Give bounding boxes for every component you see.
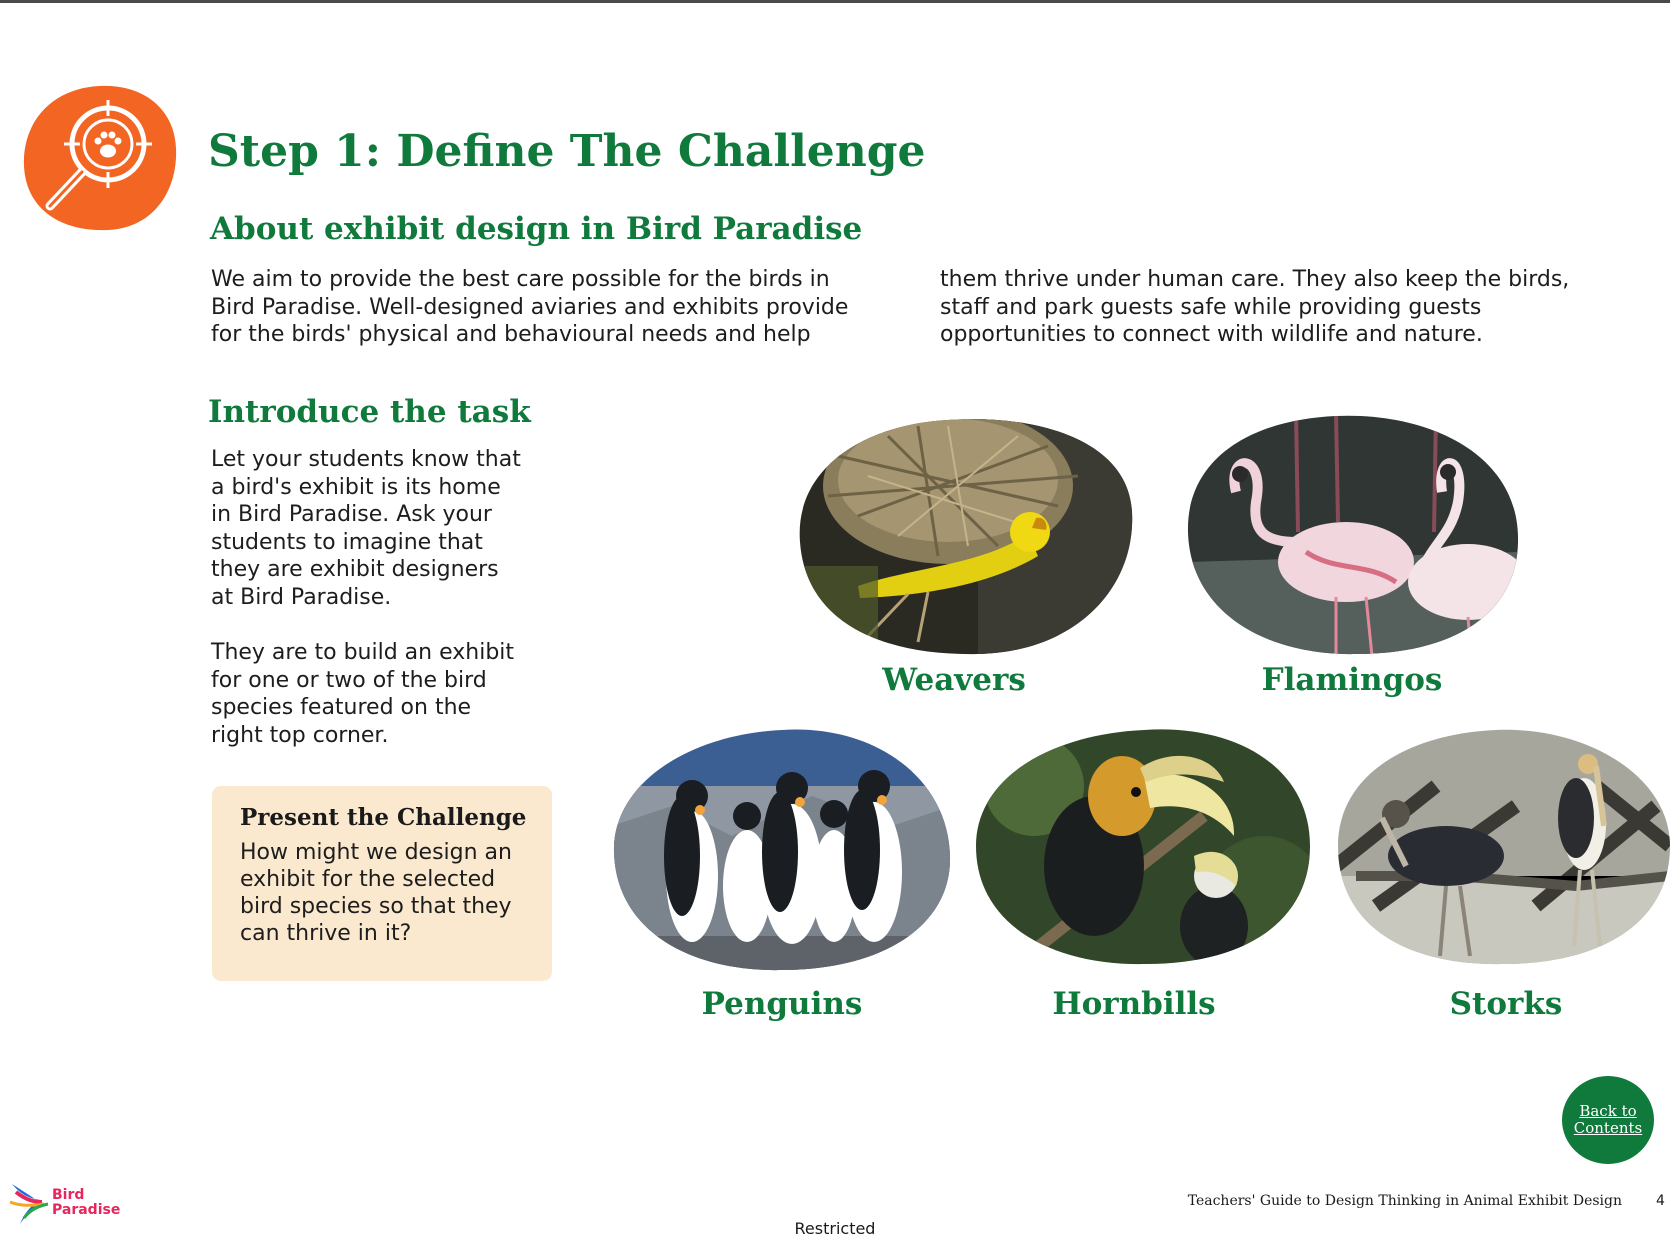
task-paragraph-2: They are to build an exhibit for one or two of the bird species featured on the right top corner.: [211, 640, 515, 748]
about-text-col2: them thrive under human care. They also keep the birds, staff and park guests safe while providing guests opportunities to connect with wildlife and nature.: [940, 267, 1570, 347]
stork-photo: [1336, 726, 1670, 966]
about-heading: About exhibit design in Bird Paradise: [210, 211, 863, 247]
challenge-body: How might we design an exhibit for the selected bird species so that they can thrive in it?: [240, 840, 512, 946]
challenge-callout: [212, 786, 552, 981]
guide-title: Teachers' Guide to Design Thinking in Animal Exhibit Design: [1187, 1193, 1622, 1209]
logo-wordmark: Bird Paradise: [52, 1187, 121, 1218]
challenge-title: Present the Challenge: [240, 804, 527, 831]
penguins-label: Penguins: [701, 986, 863, 1022]
flamingos-label: Flamingos: [1261, 662, 1443, 698]
magnifier-paw-target-icon: [22, 82, 178, 232]
weaver-photo: [798, 416, 1134, 656]
storks-label: Storks: [1449, 986, 1563, 1022]
classification-label: Restricted: [794, 1219, 876, 1238]
weavers-label: Weavers: [882, 662, 1026, 698]
about-text-col1: We aim to provide the best care possible for the birds in Bird Paradise. Well-designed aviaries and exhibits provide for the birds' physical and behavioural needs and help: [211, 267, 849, 347]
back-to-contents-button[interactable]: Back to Contents: [1562, 1076, 1654, 1164]
page-number: 4: [1656, 1193, 1665, 1209]
top-border: [0, 0, 1670, 3]
penguin-photo: [612, 726, 952, 972]
task-heading: Introduce the task: [208, 394, 531, 430]
hornbills-label: Hornbills: [1052, 986, 1216, 1022]
task-paragraph-1: Let your students know that a bird's exhibit is its home in Bird Paradise. Ask your students to imagine that they are exhibit designers at Bird Paradise.: [211, 447, 521, 610]
hornbill-photo: [974, 726, 1312, 966]
flamingo-photo: [1186, 412, 1520, 656]
page-title: Step 1: Define The Challenge: [208, 126, 926, 177]
